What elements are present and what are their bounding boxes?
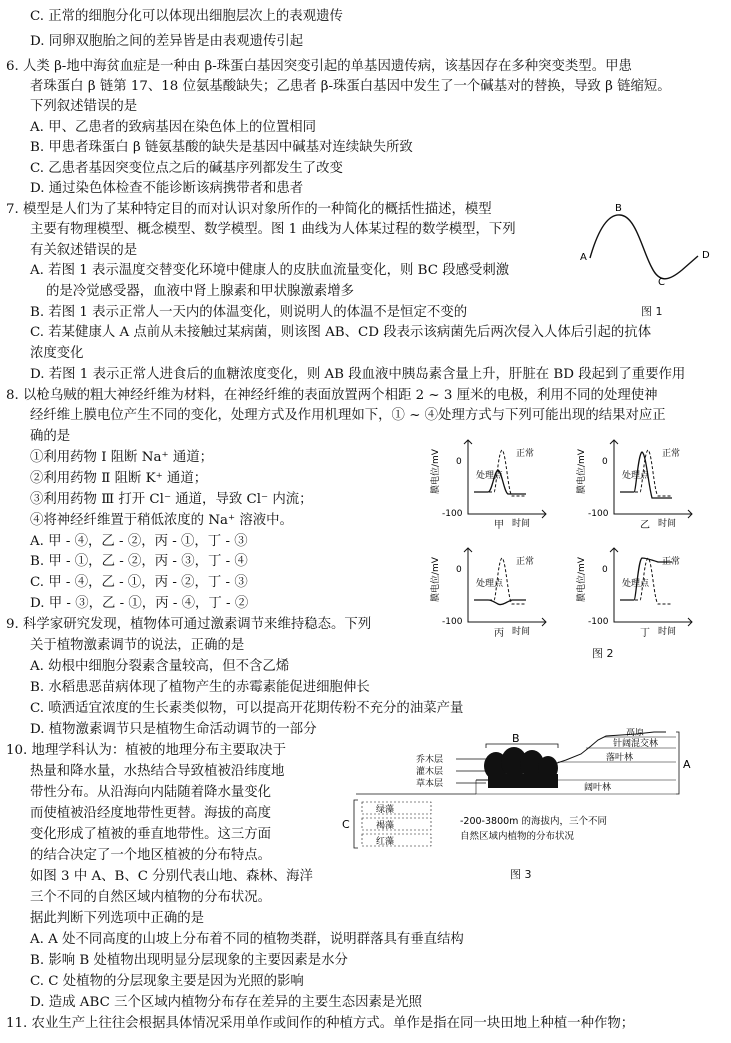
- text-line-34: C. 喷洒适宜浓度的生长素类似物，可以提高开花期传粉不充分的油菜产量: [30, 701, 464, 716]
- figure-3-layer-shrub: 灌木层: [416, 767, 444, 777]
- figure-3-forest-trees: [484, 747, 558, 788]
- text-line-35: D. 植物激素调节只是植物生命活动调节的一部分: [30, 722, 317, 737]
- text-line-20: 经纤维上膜电位产生不同的变化，处理方式及作用机理如下，① ~ ④处理方式与下列可能出现的结果对应正: [30, 408, 666, 423]
- text-line-16: C. 若某健康人 A 点前从未接触过某病菌，则该图 AB、CD 段表示该病菌先后两次侵入人体后引起的抗体: [30, 325, 652, 340]
- figure-2-y-tick-neg100: -100: [588, 617, 609, 627]
- text-line-27: B. 甲 - ①，乙 - ②，丙 - ③，丁 - ④: [30, 554, 248, 569]
- figure-1-point-c: C: [658, 277, 665, 288]
- figure-2-treated-label: 处理点: [622, 579, 650, 589]
- figure-2-normal-label: 正常: [662, 557, 681, 567]
- figure-2-normal-label: 正常: [662, 449, 681, 459]
- figure-2-y-tick-neg100: -100: [588, 509, 609, 519]
- figure-2-panel-3: [428, 540, 568, 640]
- figure-2-y-tick-0: 0: [456, 457, 462, 467]
- text-line-39: 而使植被沿经度地带性更替。海拔的高度: [30, 806, 272, 821]
- figure-2-y-tick-0: 0: [602, 457, 608, 467]
- figure-3-layer-tree: 乔木层: [416, 755, 444, 765]
- text-line-44: 据此判断下列选项中正确的是: [30, 911, 205, 926]
- text-line-4: 者珠蛋白 β 链第 17、18 位氨基酸缺失；乙患者 β-珠蛋白基因中发生了一个碱基对的替换，导致 β 链缩短。: [30, 79, 671, 94]
- figure-2-caption: 图 2: [592, 647, 614, 660]
- figure-2-x-axis-label: 时间: [658, 519, 677, 529]
- text-line-11: 主要有物理模型、概念模型、数学模型。图 1 曲线为人体某过程的数学模型，下列: [30, 222, 516, 237]
- text-line-30: 9. 科学家研究发现，植物体可通过激素调节来维持稳态。下列: [6, 617, 372, 632]
- text-line-41: 的结合决定了一个地区植被的分布特点。: [30, 848, 272, 863]
- figure-2-normal-label: 正常: [516, 449, 535, 459]
- figure-2-x-axis-label: 时间: [512, 627, 531, 637]
- figure-1-curve: [578, 200, 718, 305]
- text-line-13: A. 若图 1 表示温度交替变化环境中健康人的皮肤血流量变化，则 BC 段感受刺激: [30, 263, 510, 278]
- figure-3-layer-brown-algae: 褐藻: [376, 821, 395, 831]
- figure-2-y-axis-label: 膜电位/mV: [577, 557, 587, 602]
- text-line-9: D. 通过染色体检查不能诊断该病携带者和患者: [30, 181, 304, 196]
- text-line-22: ①利用药物 Ⅰ 阻断 Na⁺ 通道；: [30, 450, 213, 465]
- text-line-15: B. 若图 1 表示正常人一天内的体温变化，则说明人的体温不是恒定不变的: [30, 305, 468, 320]
- figure-1-caption: 图 1: [641, 305, 663, 318]
- text-line-26: A. 甲 - ④，乙 - ②，丙 - ①，丁 - ③: [30, 534, 248, 549]
- figure-3-layer-green-algae: 绿藻: [376, 805, 395, 815]
- figure-2-panel-name: 丙: [494, 628, 504, 639]
- text-line-37: 热量和降水量，水热结合导致植被沿纬度地: [30, 764, 285, 779]
- figure-1-curve-line: [590, 215, 698, 279]
- text-line-28: C. 甲 - ④，乙 - ①，丙 - ②，丁 - ③: [30, 575, 248, 590]
- text-line-33: B. 水稻患恶苗病体现了植物产生的赤霉素能促进细胞伸长: [30, 680, 370, 695]
- text-line-29: D. 甲 - ③，乙 - ①，丙 - ④，丁 - ②: [30, 596, 249, 611]
- figure-2-panel-2: [574, 432, 714, 532]
- text-line-1: C. 正常的细胞分化可以体现出细胞层次上的表观遗传: [30, 9, 343, 24]
- text-line-43: 三个不同的自然区域内植物的分布状况。: [30, 890, 272, 905]
- figure-3-c-label: C: [342, 818, 350, 831]
- figure-2-treated-label: 处理点: [476, 471, 504, 481]
- figure-2-y-tick-0: 0: [456, 565, 462, 575]
- text-line-2: D. 同卵双胞胎之间的差异皆是由表观遗传引起: [30, 34, 304, 49]
- text-line-31: 关于植物激素调节的说法，正确的是: [30, 638, 245, 653]
- figure-3-a-label: A: [683, 758, 691, 771]
- figure-2-y-axis-label: 膜电位/mV: [577, 449, 587, 494]
- figure-1-point-b: B: [615, 203, 622, 214]
- figure-2-normal-label: 正常: [516, 557, 535, 567]
- text-line-24: ③利用药物 Ⅲ 打开 Cl⁻ 通道，导致 Cl⁻ 内流；: [30, 492, 313, 507]
- figure-2-y-tick-neg100: -100: [442, 617, 463, 627]
- figure-2-treated-label: 处理点: [622, 471, 650, 481]
- text-line-47: C. C 处植物的分层现象主要是因为光照的影响: [30, 974, 304, 989]
- text-line-7: B. 甲患者珠蛋白 β 链氨基酸的缺失是基因中碱基对连续缺失所致: [30, 140, 413, 155]
- figure-2-panel-1: [428, 432, 568, 532]
- text-line-18: D. 若图 1 表示正常人进食后的血糖浓度变化，则 AB 段血液中胰岛素含量上升，肝脏在 BD 段起到了重要作用: [30, 367, 686, 382]
- text-line-21: 确的是: [30, 429, 71, 444]
- figure-2-y-tick-0: 0: [602, 565, 608, 575]
- text-line-12: 有关叙述错误的是: [30, 243, 138, 258]
- text-line-5: 下列叙述错误的是: [30, 99, 138, 114]
- text-line-45: A. A 处不同高度的山坡上分布着不同的植物类群，说明群落具有垂直结构: [30, 932, 464, 947]
- figure-2-y-axis-label: 膜电位/mV: [431, 557, 441, 602]
- figure-3-caption: 图 3: [510, 868, 532, 881]
- figure-3-b-label: B: [512, 732, 520, 745]
- text-line-36: 10. 地理学科认为：植被的地理分布主要取决于: [6, 743, 286, 758]
- text-line-8: C. 乙患者基因突变位点之后的碱基序列都发生了改变: [30, 161, 343, 176]
- text-line-19: 8. 以枪乌贼的粗大神经纤维为材料，在神经纤维的表面放置两个相距 2 ~ 3 厘米的电极，利用不同的处理使神: [6, 388, 658, 403]
- text-line-23: ②利用药物 Ⅱ 阻断 K⁺ 通道；: [30, 471, 208, 486]
- text-line-3: 6. 人类 β-地中海贫血症是一种由 β-珠蛋白基因突变引起的单基因遗传病，该基因存在多种突变类型。甲患: [6, 59, 632, 74]
- figure-2-x-axis-label: 时间: [658, 627, 677, 637]
- text-line-42: 如图 3 中 A、B、C 分别代表山地、森林、海洋: [30, 869, 313, 884]
- figure-3-zone-plateau: 高原: [626, 728, 645, 738]
- text-line-32: A. 幼根中细胞分裂素含量较高，但不含乙烯: [30, 659, 290, 674]
- text-line-10: 7. 模型是人们为了某种特定目的而对认识对象所作的一种简化的概括性描述，模型: [6, 202, 492, 217]
- figure-2-y-tick-neg100: -100: [442, 509, 463, 519]
- text-line-49: 11. 农业生产上往往会根据具体情况采用单作或间作的种植方式。单作是指在同一块田地上种植一种作物；: [6, 1016, 635, 1031]
- figure-1-point-a: A: [580, 252, 587, 263]
- text-line-6: A. 甲、乙患者的致病基因在染色体上的位置相同: [30, 120, 316, 135]
- text-line-17: 浓度变化: [30, 346, 84, 361]
- text-line-14: 的是冷觉感受器，血液中肾上腺素和甲状腺激素增多: [46, 284, 354, 299]
- figure-3-layer-herb: 草本层: [416, 779, 444, 789]
- text-line-25: ④将神经纤维置于稍低浓度的 Na⁺ 溶液中。: [30, 513, 293, 528]
- figure-3-zone-deciduous: 落叶林: [606, 753, 634, 763]
- figure-3-note-line2: 自然区域内植物的分布状况: [460, 831, 575, 842]
- text-line-40: 变化形成了植被的垂直地带性。这三方面: [30, 827, 272, 842]
- figure-2-panel-name: 乙: [640, 520, 650, 531]
- figure-3-vegetation-diagram: [336, 728, 716, 863]
- text-line-48: D. 造成 ABC 三个区域内植物分布存在差异的主要生态因素是光照: [30, 995, 423, 1010]
- figure-2-panel-name: 甲: [494, 520, 504, 531]
- figure-3-note-line1: -200-3800m 的海拔内，三个不同: [460, 816, 607, 827]
- text-line-38: 带性分布。从沿海向内陆随着降水量变化: [30, 785, 272, 800]
- figure-2-treated-label: 处理点: [476, 579, 504, 589]
- figure-3-layer-red-algae: 红藻: [376, 837, 395, 847]
- figure-3-zone-mixed: 针阔混交林: [613, 739, 659, 749]
- figure-2-x-axis-label: 时间: [512, 519, 531, 529]
- figure-1-point-d: D: [702, 250, 710, 261]
- figure-3-zone-broadleaf: 阔叶林: [584, 783, 612, 793]
- text-line-46: B. 影响 B 处植物出现明显分层现象的主要因素是水分: [30, 953, 348, 968]
- figure-2-panel-4: [574, 540, 714, 640]
- figure-2-y-axis-label: 膜电位/mV: [431, 449, 441, 494]
- figure-2-panel-name: 丁: [640, 628, 650, 639]
